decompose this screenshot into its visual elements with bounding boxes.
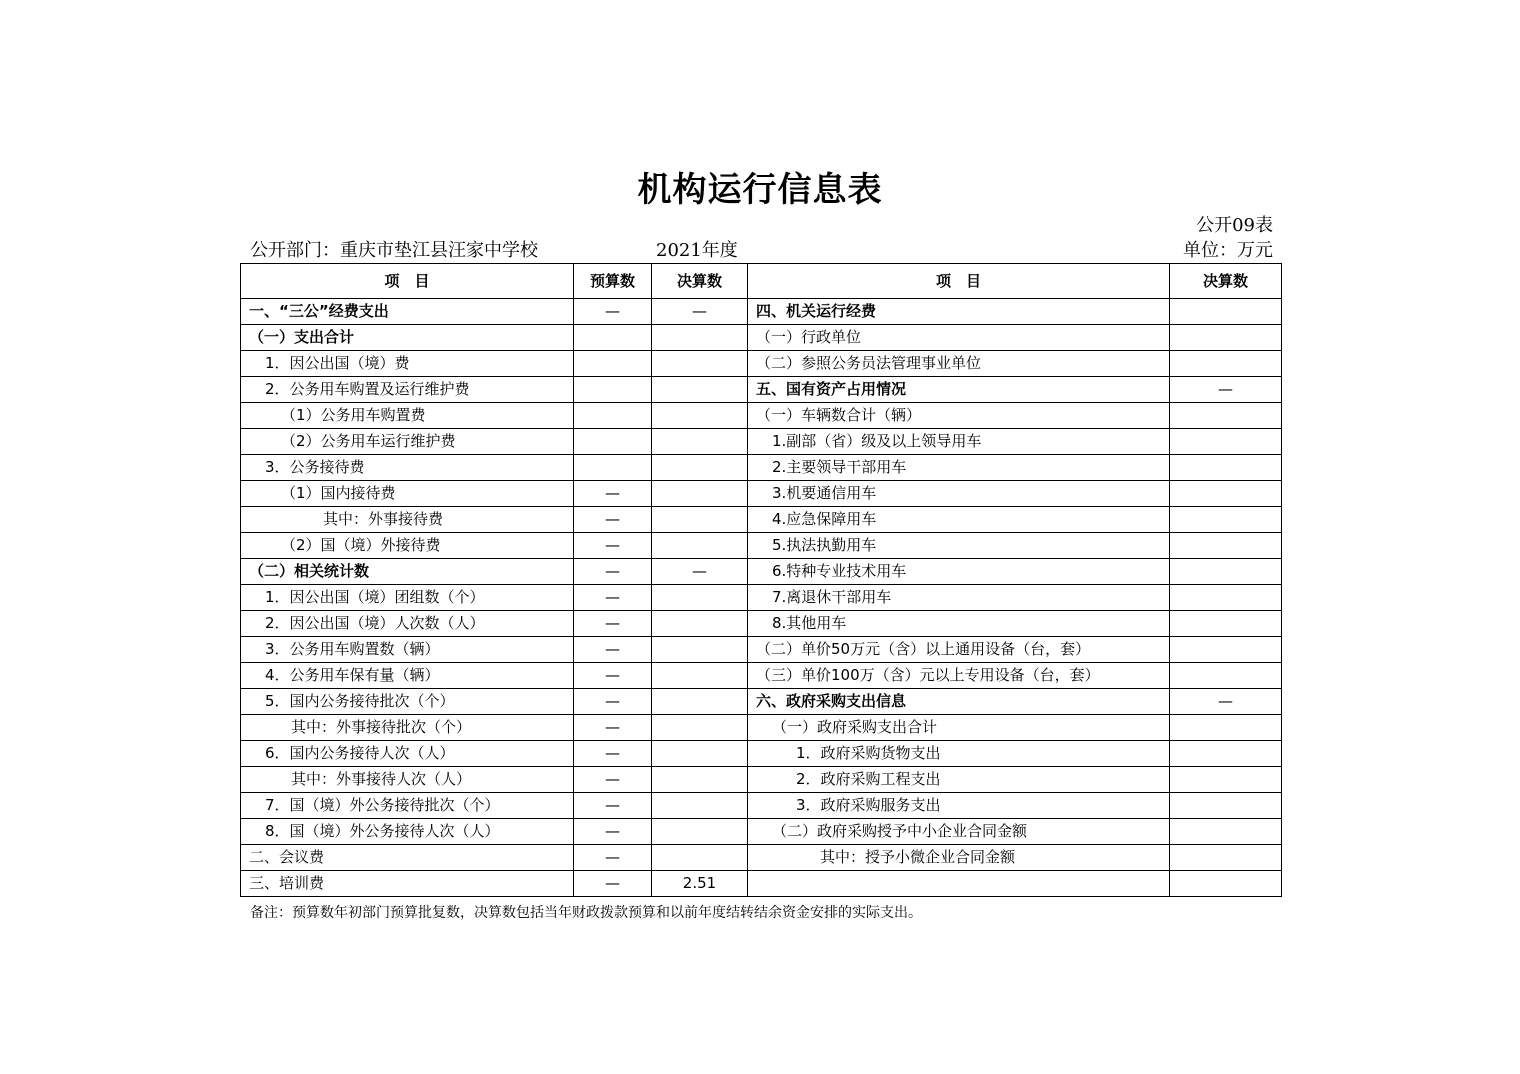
table-row — [241, 715, 1282, 741]
row-final-right-value — [1170, 819, 1282, 845]
row-budget-value: — — [574, 299, 652, 325]
table-row — [241, 611, 1282, 637]
row-final-value — [652, 455, 748, 481]
row-item-left: 3．公务用车购置数（辆） — [241, 637, 574, 663]
row-budget-value: — — [574, 793, 652, 819]
row-item-right: 3.机要通信用车 — [748, 481, 1170, 507]
row-item-left: （2）公务用车运行维护费 — [241, 429, 574, 455]
row-item-left: 6．国内公务接待人次（人） — [241, 741, 574, 767]
row-item-left: （2）国（境）外接待费 — [241, 533, 574, 559]
row-item-left: 7．国（境）外公务接待批次（个） — [241, 793, 574, 819]
table-row — [241, 637, 1282, 663]
row-item-left: 1．因公出国（境）费 — [241, 351, 574, 377]
row-item-right: 2.主要领导干部用车 — [748, 455, 1170, 481]
row-final-right-value — [1170, 871, 1282, 897]
row-budget-value: — — [574, 611, 652, 637]
row-item-left: （二）相关统计数 — [241, 559, 574, 585]
table-row — [241, 663, 1282, 689]
row-budget-value: — — [574, 663, 652, 689]
row-final-value — [652, 663, 748, 689]
row-final-value: 2.51 — [652, 871, 748, 897]
row-item-right: （二）单价50万元（含）以上通用设备（台，套） — [748, 637, 1170, 663]
table-body — [241, 299, 1282, 897]
row-final-right-value: — — [1170, 377, 1282, 403]
row-final-right-value — [1170, 663, 1282, 689]
row-budget-value — [574, 403, 652, 429]
table-row — [241, 299, 1282, 325]
row-item-right: 五、国有资产占用情况 — [748, 377, 1170, 403]
row-item-left: （1）国内接待费 — [241, 481, 574, 507]
header-final: 决算数 — [652, 264, 748, 299]
row-item-right: （一）车辆数合计（辆） — [748, 403, 1170, 429]
row-budget-value: — — [574, 741, 652, 767]
table-row — [241, 507, 1282, 533]
table-row — [241, 767, 1282, 793]
row-item-right: （一）政府采购支出合计 — [748, 715, 1170, 741]
row-item-right: 6.特种专业技术用车 — [748, 559, 1170, 585]
row-item-right: 1．政府采购货物支出 — [748, 741, 1170, 767]
row-final-right-value — [1170, 299, 1282, 325]
row-final-value — [652, 325, 748, 351]
row-item-right: 3．政府采购服务支出 — [748, 793, 1170, 819]
row-budget-value: — — [574, 715, 652, 741]
row-budget-value: — — [574, 689, 652, 715]
row-final-right-value — [1170, 845, 1282, 871]
table-row — [241, 429, 1282, 455]
row-final-value — [652, 481, 748, 507]
row-budget-value — [574, 455, 652, 481]
row-final-value — [652, 351, 748, 377]
table-row — [241, 871, 1282, 897]
row-item-left: 其中：外事接待批次（个） — [241, 715, 574, 741]
row-item-left: 其中：外事接待费 — [241, 507, 574, 533]
row-item-right: 2．政府采购工程支出 — [748, 767, 1170, 793]
row-final-right-value — [1170, 793, 1282, 819]
row-item-left: 5．国内公务接待批次（个） — [241, 689, 574, 715]
row-final-value — [652, 611, 748, 637]
row-budget-value — [574, 351, 652, 377]
row-budget-value: — — [574, 533, 652, 559]
footnote: 备注：预算数年初部门预算批复数，决算数包括当年财政拨款预算和以前年度结转结余资金安排的实际支出。 — [250, 905, 922, 921]
row-final-right-value — [1170, 325, 1282, 351]
row-final-right-value — [1170, 455, 1282, 481]
row-item-right: 4.应急保障用车 — [748, 507, 1170, 533]
row-item-right — [748, 871, 1170, 897]
row-final-value — [652, 507, 748, 533]
table-row — [241, 793, 1282, 819]
row-final-value — [652, 715, 748, 741]
row-item-right: 四、机关运行经费 — [748, 299, 1170, 325]
row-final-right-value — [1170, 741, 1282, 767]
row-budget-value: — — [574, 507, 652, 533]
row-budget-value — [574, 377, 652, 403]
row-item-right: 六、政府采购支出信息 — [748, 689, 1170, 715]
row-final-right-value — [1170, 611, 1282, 637]
info-table — [240, 263, 1282, 897]
row-budget-value — [574, 429, 652, 455]
form-code: 公开09表 — [1196, 215, 1273, 236]
row-final-right-value — [1170, 351, 1282, 377]
row-final-right-value — [1170, 429, 1282, 455]
row-budget-value: — — [574, 585, 652, 611]
table-row — [241, 351, 1282, 377]
row-budget-value: — — [574, 871, 652, 897]
row-final-right-value: — — [1170, 689, 1282, 715]
row-final-value — [652, 767, 748, 793]
row-budget-value: — — [574, 637, 652, 663]
row-final-value — [652, 741, 748, 767]
table-row — [241, 689, 1282, 715]
row-final-right-value — [1170, 507, 1282, 533]
row-final-value: — — [652, 559, 748, 585]
header-final-right: 决算数 — [1170, 264, 1282, 299]
row-budget-value: — — [574, 481, 652, 507]
table-row — [241, 325, 1282, 351]
table-row — [241, 845, 1282, 871]
year-label: 2021年度 — [656, 240, 738, 261]
row-budget-value: — — [574, 559, 652, 585]
row-final-right-value — [1170, 637, 1282, 663]
row-final-right-value — [1170, 767, 1282, 793]
row-final-value — [652, 377, 748, 403]
header-budget: 预算数 — [574, 264, 652, 299]
row-item-right: 7.离退休干部用车 — [748, 585, 1170, 611]
row-final-value — [652, 429, 748, 455]
row-final-right-value — [1170, 481, 1282, 507]
department-label: 公开部门：重庆市垫江县汪家中学校 — [250, 240, 538, 261]
row-item-right: 其中：授予小微企业合同金额 — [748, 845, 1170, 871]
page-title: 机构运行信息表 — [637, 170, 883, 210]
row-final-value — [652, 403, 748, 429]
table-row — [241, 819, 1282, 845]
table-row — [241, 403, 1282, 429]
row-item-right: 8.其他用车 — [748, 611, 1170, 637]
row-item-left: 一、“三公”经费支出 — [241, 299, 574, 325]
row-final-value: — — [652, 299, 748, 325]
row-item-left: （1）公务用车购置费 — [241, 403, 574, 429]
row-item-right: （一）行政单位 — [748, 325, 1170, 351]
table-row — [241, 455, 1282, 481]
row-budget-value: — — [574, 819, 652, 845]
row-final-value — [652, 793, 748, 819]
unit-label: 单位：万元 — [1183, 240, 1273, 261]
header-item: 项 目 — [241, 264, 574, 299]
row-item-left: 2．公务用车购置及运行维护费 — [241, 377, 574, 403]
table-row — [241, 585, 1282, 611]
row-budget-value — [574, 325, 652, 351]
row-final-value — [652, 585, 748, 611]
row-item-left: 3．公务接待费 — [241, 455, 574, 481]
row-item-left: （一）支出合计 — [241, 325, 574, 351]
row-budget-value: — — [574, 767, 652, 793]
row-item-left: 二、会议费 — [241, 845, 574, 871]
row-final-right-value — [1170, 585, 1282, 611]
row-item-left: 其中：外事接待人次（人） — [241, 767, 574, 793]
table-row — [241, 533, 1282, 559]
row-final-right-value — [1170, 403, 1282, 429]
row-item-left: 1．因公出国（境）团组数（个） — [241, 585, 574, 611]
row-item-right: （三）单价100万（含）元以上专用设备（台，套） — [748, 663, 1170, 689]
row-final-value — [652, 637, 748, 663]
table-header-row — [241, 264, 1282, 299]
row-item-left: 2．因公出国（境）人次数（人） — [241, 611, 574, 637]
row-final-value — [652, 845, 748, 871]
row-final-value — [652, 533, 748, 559]
table-row — [241, 481, 1282, 507]
table-row — [241, 741, 1282, 767]
table-row — [241, 377, 1282, 403]
row-item-left: 三、培训费 — [241, 871, 574, 897]
row-final-value — [652, 689, 748, 715]
header-item-right: 项 目 — [748, 264, 1170, 299]
row-final-value — [652, 819, 748, 845]
row-item-left: 4．公务用车保有量（辆） — [241, 663, 574, 689]
row-final-right-value — [1170, 559, 1282, 585]
row-budget-value: — — [574, 845, 652, 871]
row-final-right-value — [1170, 715, 1282, 741]
row-final-right-value — [1170, 533, 1282, 559]
row-item-left: 8．国（境）外公务接待人次（人） — [241, 819, 574, 845]
row-item-right: （二）参照公务员法管理事业单位 — [748, 351, 1170, 377]
row-item-right: 1.副部（省）级及以上领导用车 — [748, 429, 1170, 455]
table-row — [241, 559, 1282, 585]
row-item-right: （二）政府采购授予中小企业合同金额 — [748, 819, 1170, 845]
row-item-right: 5.执法执勤用车 — [748, 533, 1170, 559]
